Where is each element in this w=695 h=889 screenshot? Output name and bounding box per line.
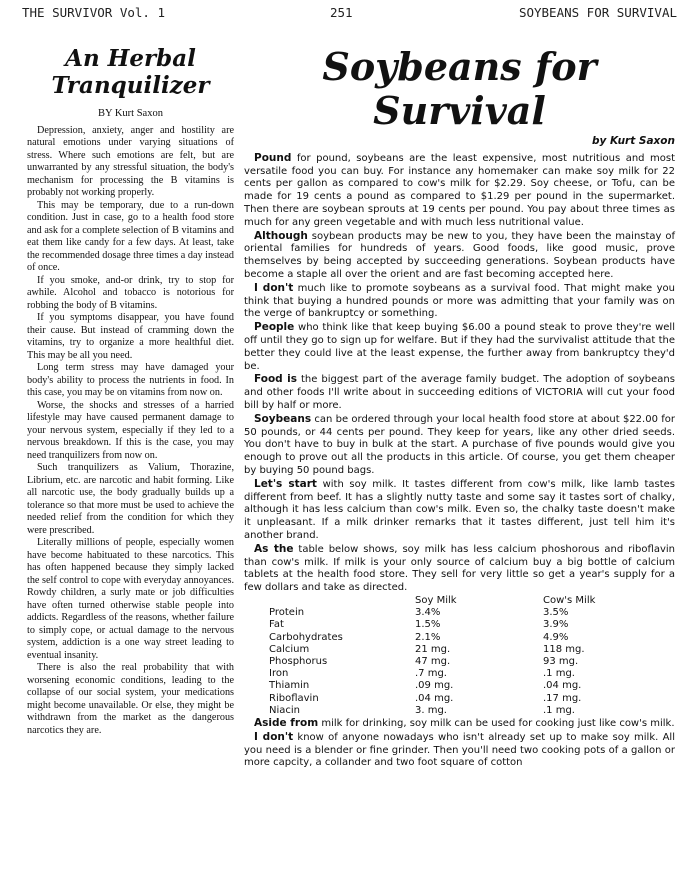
table-cell: Riboflavin: [269, 692, 319, 704]
right-title-line-1: Soybeans for: [322, 44, 597, 89]
table-cell: 3.9%: [543, 619, 569, 631]
right-paragraph: [244, 282, 675, 321]
table-cell: .1 mg.: [543, 704, 575, 716]
right-paragraph: [244, 152, 675, 230]
header-page-number: 251: [330, 5, 353, 20]
paragraph-text: with soy milk. It tastes different from cow's milk, like lamb tastes different from beef. It has a slightly nutty taste and some say it tastes sort of chalky, although it has less calcium than cow's milk. Even so, the chalky taste doesn't make it unpleasant. If a milk drinker remarks that it tastes different, just tell him it's another brand.: [244, 478, 675, 541]
paragraph-text: much like to promote soybeans as a survival food. That might make you think that buying a hundred pounds or more was admitting that your family was on the verge of bankruptcy or something.: [244, 282, 675, 320]
right-article: [244, 45, 675, 770]
left-paragraph: If you symptoms disappear, you have found their cause. But instead of cramming down the vitamins, try to organize a more healthful diet. This may be all you need.: [27, 312, 234, 361]
table-cell: Carbohydrates: [269, 631, 343, 643]
table-cell: 3. mg.: [415, 704, 447, 716]
table-row: [269, 632, 653, 644]
table-cell: .17 mg.: [543, 692, 582, 704]
right-paragraph: [244, 717, 675, 731]
paragraph-lead: I don't: [254, 281, 294, 294]
table-cell: 118 mg.: [543, 643, 585, 655]
right-paragraph: [244, 413, 675, 478]
left-paragraph: Worse, the shocks and stresses of a harried lifestyle may have caused permanent damage to your nervous system, especially if they led to a nervous breakdown. If this is the case, you may need tranquilizers from now on.: [27, 399, 234, 461]
right-paragraph: [244, 543, 675, 595]
paragraph-lead: Soybeans: [254, 412, 312, 425]
left-paragraph: There is also the real probability that with worsening economic conditions, leading to the collapse of our social system, your medications might become unavailable. Or else, they might be withdrawn from the market as the dangerous narcotics they are.: [27, 662, 234, 736]
table-cell: 47 mg.: [415, 655, 451, 667]
table-cell: .04 mg.: [415, 692, 454, 704]
paragraph-lead: People: [254, 321, 295, 334]
paragraph-text: for pound, soybeans are the least expensive, most nutritious and most versatile food you can buy. For instance any homemaker can make soy milk for 22 cents per gallon as compared to cow's milk for $2.29. Soy cheese, or Tofu, can be made for 19 cents a pound as compared to $1.29 per pound in the supermarket. Then there are soybean sprouts at 19 cents per pound. You pay about three times as much for any green vegetable and with much less nutritional value.: [244, 152, 675, 228]
table-cell: Iron: [269, 668, 289, 680]
table-cell: Fat: [269, 619, 284, 631]
paragraph-lead: Let's start: [254, 477, 317, 490]
paragraph-lead: Pound: [254, 151, 292, 164]
table-cell: 2.1%: [415, 631, 441, 643]
paragraph-text: can be ordered through your local health food store at about $22.00 for 50 pounds, or 44 cents per pound. They keep for years, like any other dried seeds. You don't have to buy in bulk at the start. A purchase of five pounds would give you enough to prove out all the products in this article. Of course, you get them cheaper by buying 50 pound bags.: [244, 413, 675, 476]
left-article: [27, 45, 234, 737]
table-row: [269, 668, 653, 680]
table-cell: .7 mg.: [415, 668, 447, 680]
left-paragraph: Such tranquilizers as Valium, Thorazine, Librium, etc. are narcotic and habit forming. Like all narcotic use, the body gradually builds up a tolerance so that more must be used to achieve the needed relief from the condition for which they were prescribed.: [27, 462, 234, 536]
right-article-byline: by Kurt Saxon: [591, 135, 675, 147]
header-section-title: SOYBEANS FOR SURVIVAL: [518, 5, 677, 20]
table-row: [269, 607, 653, 619]
paragraph-text: table below shows, soy milk has less calcium phoshorous and riboflavin than cow's milk. If milk is your only source of calcium buy a big bottle of calcium tablets at the health food store. They sell for very little so get a year's supply for a few dollars and take as directed.: [244, 543, 675, 594]
right-paragraph: [244, 321, 675, 373]
table-row: [269, 644, 653, 656]
left-paragraph: If you smoke, and-or drink, try to stop for awhile. Alcohol and tobacco is notorious for robbing the body of B vitamins.: [27, 274, 234, 311]
paragraph-lead: Although: [254, 229, 308, 242]
table-cell: Thiamin: [269, 680, 310, 692]
page-header: [0, 0, 695, 22]
paragraph-text: milk for drinking, soy milk can be used for cooking just like cow's milk.: [318, 717, 675, 729]
table-cell: Protein: [269, 607, 305, 619]
header-publication: THE SURVIVOR Vol. 1: [22, 5, 165, 20]
paragraph-text: soybean products may be new to you, they have been the mainstay of oriental families for hundreds of years. Good foods, like good music, prove themselves by being accepted by succeeding generations. Soybean products have become a staple all over the orient and are fast becoming accepted here.: [244, 230, 675, 280]
left-article-title: [27, 45, 234, 99]
paragraph-lead: Food is: [254, 373, 297, 386]
paragraph-text: the biggest part of the average family budget. The adoption of soybeans and other foods I'll write about in succeeding editions of VICTORIA will cut your food bill by half or more.: [244, 374, 675, 411]
table-cell: Phosphorus: [269, 655, 328, 667]
table-header-cell: [269, 595, 415, 607]
table-row: [269, 705, 653, 717]
left-title-line-2: Tranquilizer: [51, 72, 210, 99]
table-row: [269, 656, 653, 668]
right-title-line-2: Survival: [373, 88, 546, 133]
left-paragraph: This may be temporary, due to a run-down condition. Just in case, go to a health food store and ask for a complete selection of B vitamins and eat them like candy for a few days. At least, take the recommended dosage three times a day instead of once.: [27, 199, 234, 273]
left-title-line-1: An Herbal: [65, 45, 196, 72]
right-paragraph: [244, 373, 675, 412]
table-cell: 93 mg.: [543, 655, 579, 667]
table-row: [269, 619, 653, 631]
right-paragraph: [244, 230, 675, 282]
paragraph-text: who think like that keep buying $6.00 a pound steak to prove they're well off until they go to sign up for welfare. But if they had the survivalist attitude that the better they could live at the least expense, the further away from bankruptcy they'd be.: [244, 322, 675, 372]
paragraph-lead: Aside from: [254, 716, 319, 729]
table-header-cell: Cow's Milk: [543, 594, 596, 606]
table-row: [269, 680, 653, 692]
table-cell: 3.4%: [415, 607, 441, 619]
table-cell: 1.5%: [415, 619, 441, 631]
paragraph-text: know of anyone nowadays who isn't already set up to make soy milk. All you need is a blender or fine grinder. Then you'll need two cooking pots of a gallon or more capcity, a collander and two foot square of cotton: [244, 731, 675, 769]
right-paragraph: [244, 731, 675, 770]
paragraph-lead: As the: [254, 542, 294, 555]
table-header-row: [269, 595, 653, 607]
table-cell: Niacin: [269, 704, 301, 716]
table-cell: .04 mg.: [543, 680, 582, 692]
table-cell: 21 mg.: [415, 643, 451, 655]
table-cell: 4.9%: [543, 631, 569, 643]
table-cell: 3.5%: [543, 607, 569, 619]
table-cell: .09 mg.: [415, 680, 454, 692]
left-paragraph: Depression, anxiety, anger and hostility are natural emotions under varying situations of stress. Where such emotions are felt, but are unwarranted by any stressful situation, the body's mechanism for processing the B vitamins is probably not working properly.: [27, 124, 234, 198]
table-cell: .1 mg.: [543, 668, 575, 680]
left-article-byline: BY Kurt Saxon: [98, 108, 163, 119]
right-paragraph: [244, 478, 675, 543]
table-header-cell: Soy Milk: [415, 594, 457, 606]
left-paragraph: Long term stress may have damaged your body's ability to process the nutrients in food. In this case, you may be on vitamins from now on.: [27, 362, 234, 398]
nutrition-table: [269, 595, 653, 717]
paragraph-lead: I don't: [254, 730, 294, 743]
right-article-title: [244, 45, 675, 133]
table-cell: Calcium: [269, 643, 310, 655]
table-row: [269, 693, 653, 705]
left-paragraph: Literally millions of people, especially women have become habituated to these narcotics. This has often happened because they simply lacked the self control to cope with everyday annoyances. Rowdy children, a surly mate or job difficulties have often turned otherwise stable people into addicts. Regardless of the reasons, whether failure to simply cope, or actual damage to the nervous system, addiction is a one way street leading to eventual insanity.: [27, 537, 234, 661]
